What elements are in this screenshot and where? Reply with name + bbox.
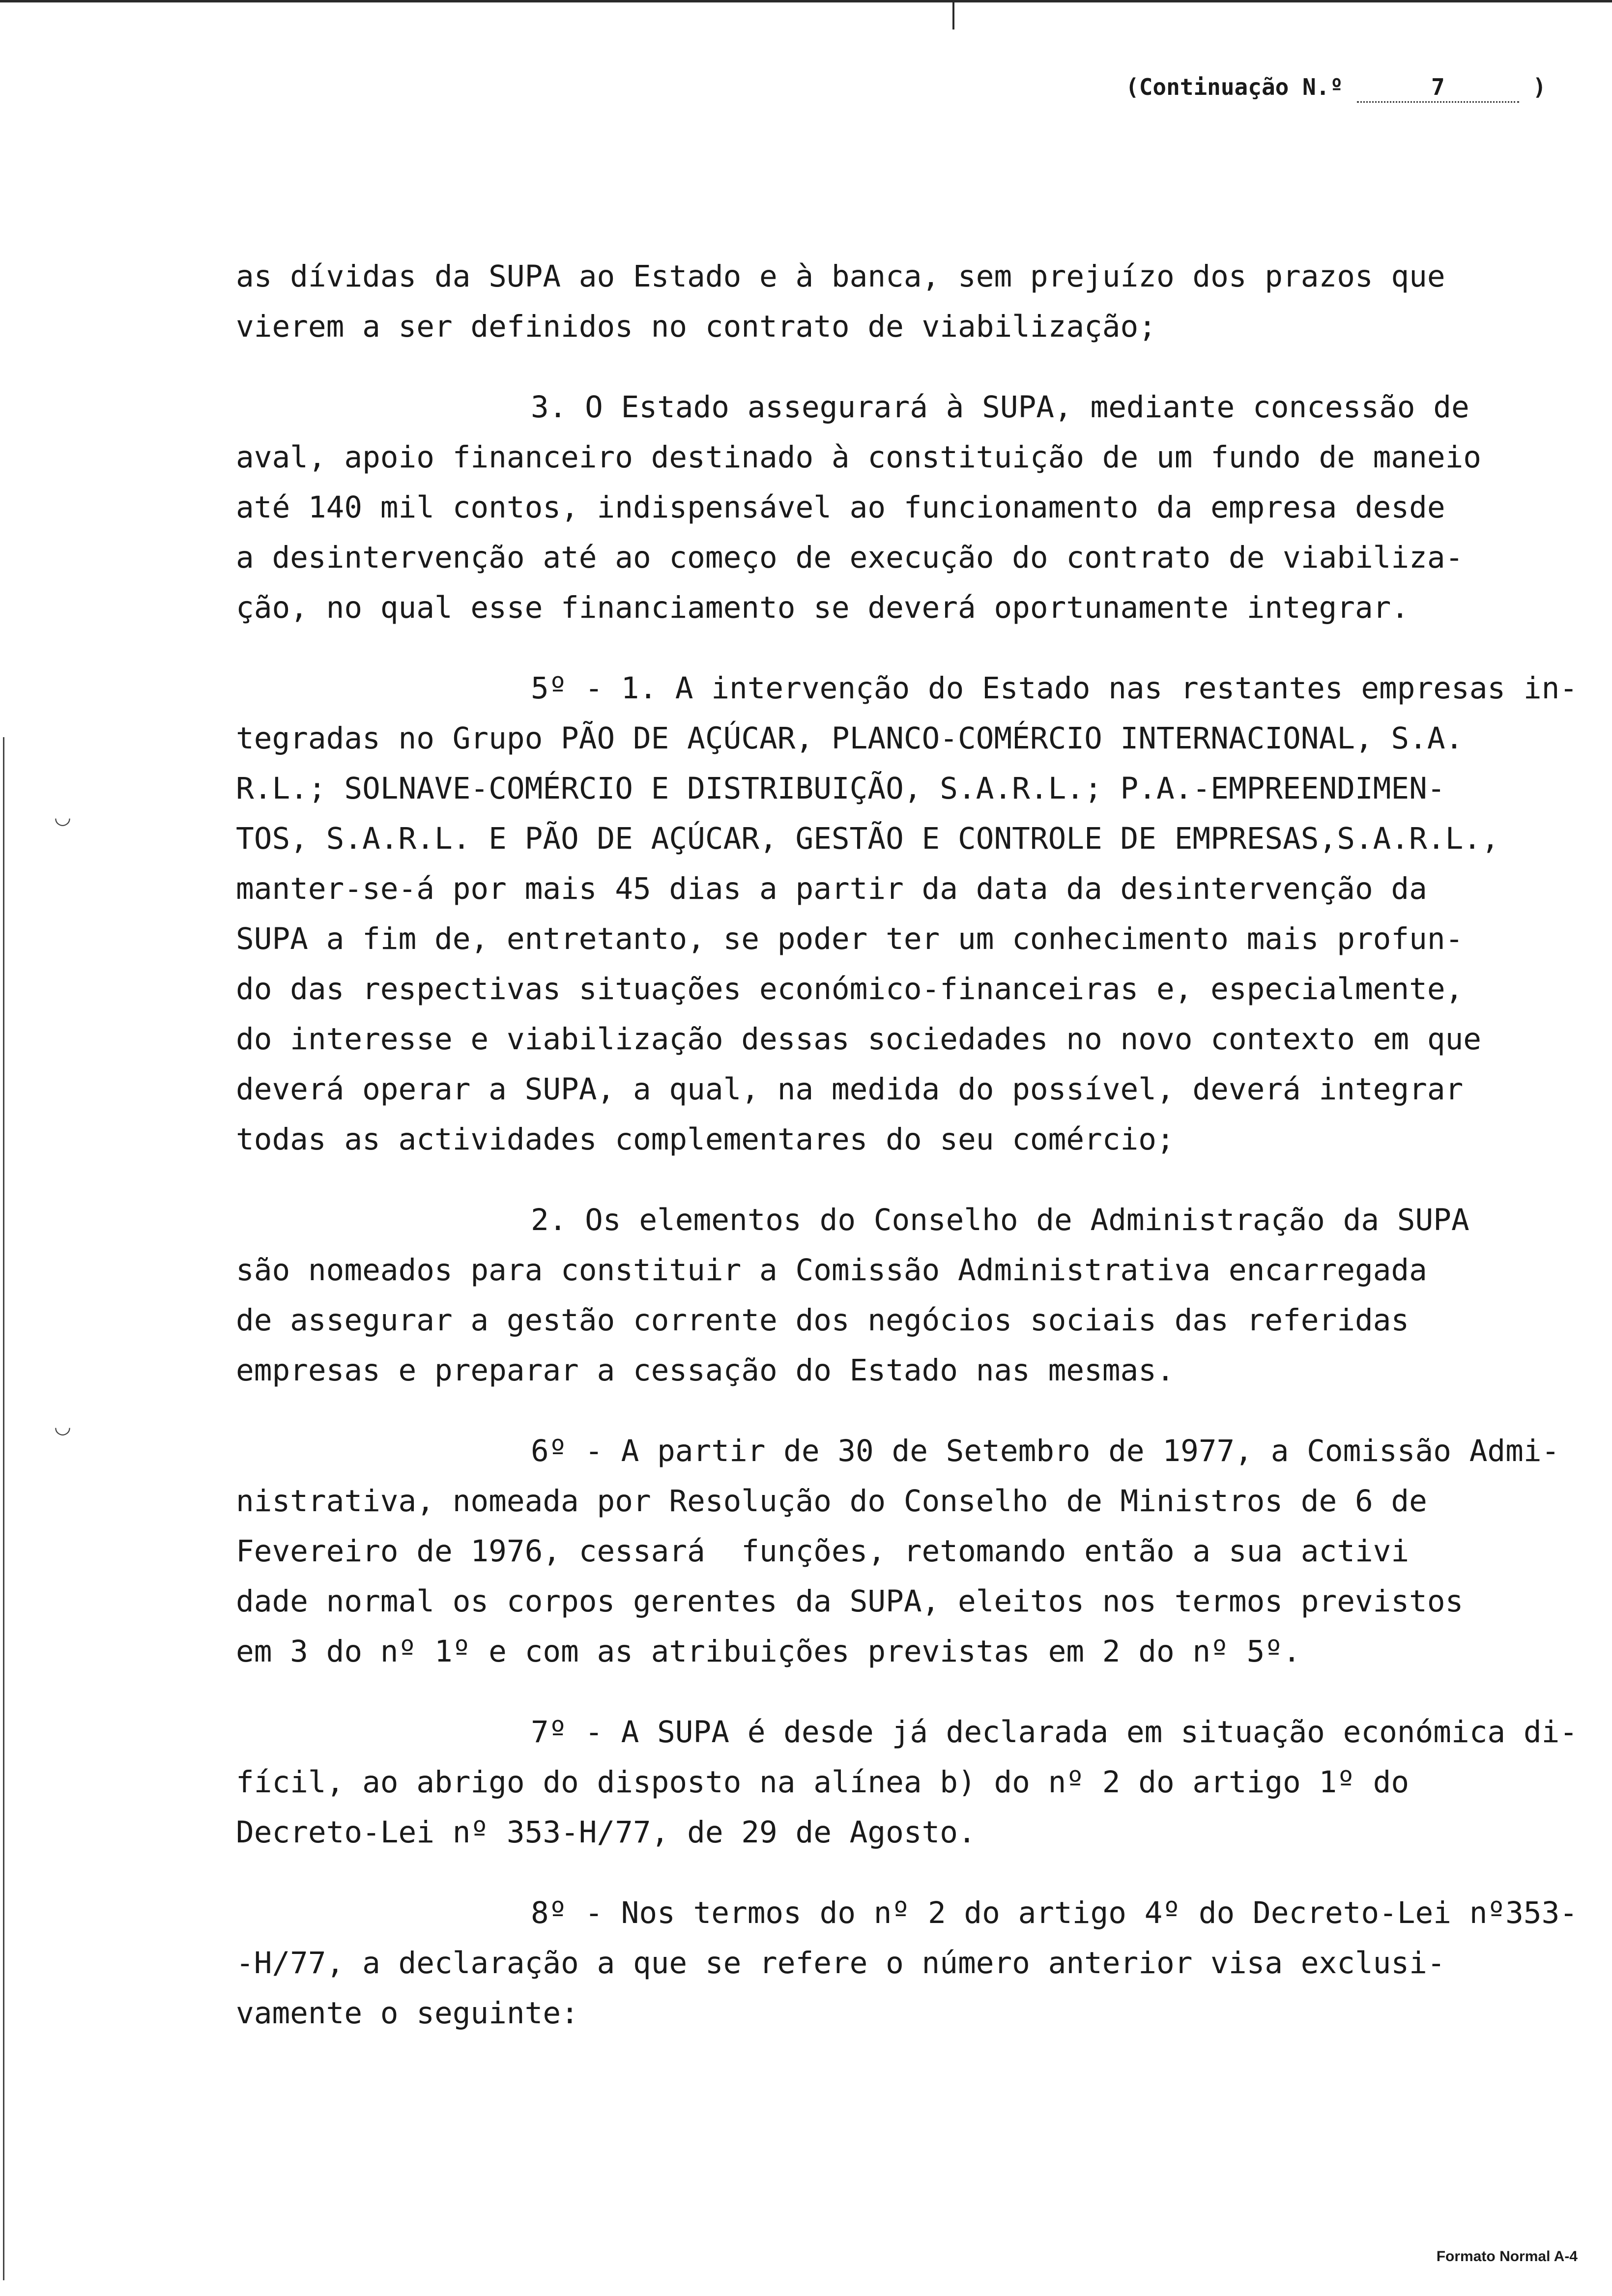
paragraph-p4	[236, 1195, 1563, 1396]
paragraph-line: vamente o seguinte:	[236, 1996, 579, 2031]
paragraph-line: de assegurar a gestão corrente dos negócios sociais das referidas	[236, 1303, 1410, 1338]
paragraph-line: SUPA a fim de, entretanto, se poder ter um conhecimento mais profun-	[236, 921, 1464, 956]
paragraph-line: em 3 do nº 1º e com as atribuições previstas em 2 do nº 5º.	[236, 1634, 1301, 1669]
paragraph-line: todas as actividades complementares do seu comércio;	[236, 1122, 1175, 1157]
paragraph-p1	[236, 252, 1563, 352]
paragraph-p7	[236, 1888, 1578, 2038]
paragraph-line: 8º - Nos termos do nº 2 do artigo 4º do Decreto-Lei nº353-	[531, 1895, 1578, 1930]
paragraph-line: TOS, S.A.R.L. E PÃO DE AÇÚCAR, GESTÃO E CONTROLE DE EMPRESAS,S.A.R.L.,	[236, 821, 1499, 856]
binding-edge	[3, 737, 9, 2280]
paragraph-p3	[236, 663, 1578, 1165]
paragraph-line: a desintervenção até ao começo de execução do contrato de viabiliza-	[236, 540, 1464, 575]
paragraph-line: deverá operar a SUPA, a qual, na medida do possível, deverá integrar	[236, 1072, 1464, 1107]
paragraph-line: as dívidas da SUPA ao Estado e à banca, sem prejuízo dos prazos que	[236, 259, 1445, 294]
paragraph-line: vierem a ser definidos no contrato de viabilização;	[236, 309, 1156, 344]
paragraph-p6	[236, 1707, 1578, 1858]
top-rule-tick	[952, 0, 954, 29]
continuation-number: 7	[1357, 74, 1519, 103]
paragraph-line: do interesse e viabilização dessas sociedades no novo contexto em que	[236, 1022, 1482, 1057]
paragraph-line: fícil, ao abrigo do disposto na alínea b) do nº 2 do artigo 1º do	[236, 1765, 1410, 1800]
paragraph-line: ção, no qual esse financiamento se deverá oportunamente integrar.	[236, 590, 1410, 625]
continuation-header	[1125, 74, 1546, 103]
paragraph-p5	[236, 1426, 1563, 1677]
paragraph-line: manter-se-á por mais 45 dias a partir da data da desintervenção da	[236, 871, 1427, 906]
paragraph-line: 2. Os elementos do Conselho de Administração da SUPA	[531, 1203, 1469, 1237]
page-format-label: Formato Normal A-4	[1436, 2248, 1578, 2265]
paragraph-line: R.L.; SOLNAVE-COMÉRCIO E DISTRIBUIÇÃO, S.A.R.L.; P.A.-EMPREENDIMEN-	[236, 771, 1445, 806]
paragraph-line: nistrativa, nomeada por Resolução do Conselho de Ministros de 6 de	[236, 1484, 1427, 1519]
continuation-close: )	[1532, 74, 1547, 100]
paragraph-line: 7º - A SUPA é desde já declarada em situação económica di-	[531, 1715, 1578, 1750]
paragraph-line: são nomeados para constituir a Comissão Administrativa encarregada	[236, 1253, 1427, 1288]
margin-bracket-mark: ◡	[54, 806, 71, 829]
margin-bracket-mark: ◡	[54, 1415, 71, 1438]
paragraph-line: 3. O Estado assegurará à SUPA, mediante concessão de	[531, 390, 1469, 425]
paragraph-line: Decreto-Lei nº 353-H/77, de 29 de Agosto.	[236, 1815, 976, 1850]
paragraph-line: 5º - 1. A intervenção do Estado nas restantes empresas in-	[531, 671, 1578, 706]
paragraph-line: 6º - A partir de 30 de Setembro de 1977, a Comissão Admi-	[531, 1434, 1560, 1468]
paragraph-line: aval, apoio financeiro destinado à constituição de um fundo de maneio	[236, 440, 1482, 475]
paragraph-line: Fevereiro de 1976, cessará funções, retomando então a sua activi	[236, 1534, 1410, 1569]
document-body	[236, 252, 1578, 2069]
paragraph-line: -H/77, a declaração a que se refere o número anterior visa exclusi-	[236, 1946, 1445, 1980]
paragraph-line: do das respectivas situações económico-financeiras e, especialmente,	[236, 972, 1464, 1006]
paragraph-line: dade normal os corpos gerentes da SUPA, eleitos nos termos previstos	[236, 1584, 1464, 1619]
paragraph-p2	[236, 382, 1563, 633]
paragraph-line: empresas e preparar a cessação do Estado nas mesmas.	[236, 1353, 1175, 1388]
continuation-label: (Continuação N.º	[1125, 74, 1344, 100]
paragraph-line: até 140 mil contos, indispensável ao funcionamento da empresa desde	[236, 490, 1445, 525]
top-rule	[0, 0, 1612, 2]
paragraph-line: tegradas no Grupo PÃO DE AÇÚCAR, PLANCO-COMÉRCIO INTERNACIONAL, S.A.	[236, 721, 1464, 756]
